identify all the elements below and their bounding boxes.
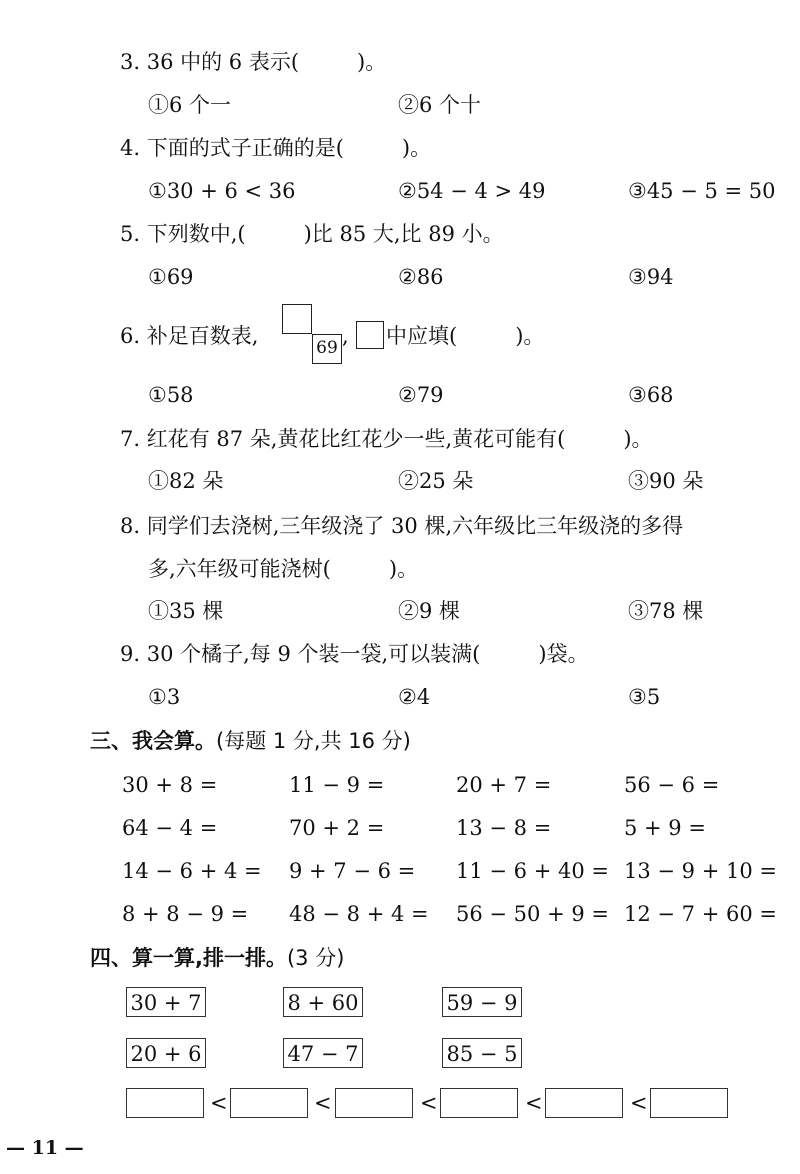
- question-6-option-2: ②79: [398, 383, 444, 407]
- answer-box[interactable]: [650, 1088, 728, 1118]
- question-4-option-1: ①30 + 6 < 36: [148, 179, 296, 203]
- calc-item: 30 + 8 =: [122, 773, 218, 797]
- question-5-option-2: ②86: [398, 265, 444, 289]
- expression-box: 8 + 60: [283, 987, 363, 1017]
- answer-box[interactable]: [545, 1088, 623, 1118]
- answer-box[interactable]: [126, 1088, 204, 1118]
- answer-box[interactable]: [230, 1088, 308, 1118]
- question-4-text-b: )。: [401, 136, 432, 160]
- question-6-text-b: 中应填(: [386, 324, 458, 348]
- question-9-option-1: ①3: [148, 685, 181, 709]
- question-7-text-b: )。: [623, 427, 653, 451]
- expression-box: 59 − 9: [442, 987, 522, 1017]
- expression-box: 85 − 5: [442, 1038, 522, 1068]
- calc-item: 14 − 6 + 4 =: [122, 859, 262, 883]
- chart-cell-69: 69: [312, 334, 342, 364]
- question-6-suffix: [386, 322, 544, 350]
- answer-box[interactable]: [335, 1088, 413, 1118]
- question-3-option-2: ②6 个十: [398, 93, 482, 117]
- less-than-sign: <: [630, 1091, 648, 1115]
- question-7-option-3: ③90 朵: [628, 469, 704, 493]
- calc-item: 5 + 9 =: [624, 816, 706, 840]
- expression-box: 30 + 7: [126, 987, 206, 1017]
- less-than-sign: <: [420, 1091, 438, 1115]
- question-3-text-b: )。: [357, 50, 387, 74]
- calc-item: 20 + 7 =: [456, 773, 552, 797]
- question-3: [120, 48, 386, 76]
- expression-box: 20 + 6: [126, 1038, 206, 1068]
- question-7-option-2: ②25 朵: [398, 469, 474, 493]
- section-4-heading: 四、算一算,排一排。: [90, 946, 287, 970]
- calc-item: 70 + 2 =: [289, 816, 385, 840]
- question-6-option-1: ①58: [148, 383, 194, 407]
- question-5-option-1: ①69: [148, 265, 194, 289]
- question-5: [120, 220, 504, 248]
- question-5-text-a: 5. 下列数中,(: [120, 222, 246, 246]
- calc-item: 8 + 8 − 9 =: [122, 902, 249, 926]
- calc-item: 9 + 7 − 6 =: [289, 859, 416, 883]
- question-9-option-3: ③5: [628, 685, 661, 709]
- question-7-text-a: 7. 红花有 87 朵,黄花比红花少一些,黄花可能有(: [120, 427, 566, 451]
- question-6-prefix: 6. 补足百数表,: [120, 324, 259, 348]
- calc-item: 13 − 9 + 10 =: [624, 859, 777, 883]
- section-3-note: (每题 1 分,共 16 分): [216, 729, 411, 753]
- question-5-text-b: )比 85 大,比 89 小。: [303, 222, 504, 246]
- question-8-option-2: ②9 棵: [398, 599, 461, 623]
- question-9-option-2: ②4: [398, 685, 431, 709]
- page-number: — 11 —: [6, 1137, 84, 1159]
- expression-box: 47 − 7: [283, 1038, 363, 1068]
- section-3-title: [90, 727, 411, 755]
- question-4-option-2: ②54 − 4 > 49: [398, 179, 546, 203]
- question-3-text-a: 3. 36 中的 6 表示(: [120, 50, 300, 74]
- question-3-option-1: ①6 个一: [148, 93, 232, 117]
- calc-item: 64 − 4 =: [122, 816, 218, 840]
- calc-item: 56 − 6 =: [624, 773, 720, 797]
- question-4-option-3: ③45 − 5 = 50: [628, 179, 776, 203]
- question-7: [120, 425, 653, 453]
- question-7-option-1: ①82 朵: [148, 469, 224, 493]
- section-4-title: [90, 944, 344, 972]
- calc-item: 12 − 7 + 60 =: [624, 902, 777, 926]
- section-3-heading: 三、我会算。: [90, 729, 216, 753]
- section-4-note: (3 分): [286, 946, 345, 970]
- calc-item: 56 − 50 + 9 =: [456, 902, 609, 926]
- question-9-text-a: 9. 30 个橘子,每 9 个装一袋,可以装满(: [120, 642, 481, 666]
- question-4: [120, 134, 431, 162]
- hundred-chart-fragment: [282, 304, 342, 364]
- question-8-line-1: 8. 同学们去浇树,三年级浇了 30 棵,六年级比三年级浇的多得: [120, 514, 684, 538]
- question-8-text-b: )。: [388, 557, 419, 581]
- question-6-text-c: )。: [515, 324, 545, 348]
- question-8-text-a: 多,六年级可能浇树(: [148, 557, 331, 581]
- question-6-option-3: ③68: [628, 383, 674, 407]
- question-4-text-a: 4. 下面的式子正确的是(: [120, 136, 344, 160]
- question-9: [120, 640, 589, 668]
- calc-item: 11 − 6 + 40 =: [456, 859, 609, 883]
- calc-item: 48 − 8 + 4 =: [289, 902, 429, 926]
- missing-number-box: [282, 304, 312, 334]
- inline-box-icon: [356, 321, 384, 349]
- calc-item: 13 − 8 =: [456, 816, 552, 840]
- question-9-text-b: )袋。: [538, 642, 589, 666]
- less-than-sign: <: [525, 1091, 543, 1115]
- calc-item: 11 − 9 =: [289, 773, 385, 797]
- question-8-option-1: ①35 棵: [148, 599, 224, 623]
- less-than-sign: <: [314, 1091, 332, 1115]
- question-5-option-3: ③94: [628, 265, 674, 289]
- question-8-line-2: [148, 555, 418, 583]
- question-8-option-3: ③78 棵: [628, 599, 704, 623]
- question-6-comma: ,: [342, 324, 349, 348]
- less-than-sign: <: [210, 1091, 228, 1115]
- answer-box[interactable]: [440, 1088, 518, 1118]
